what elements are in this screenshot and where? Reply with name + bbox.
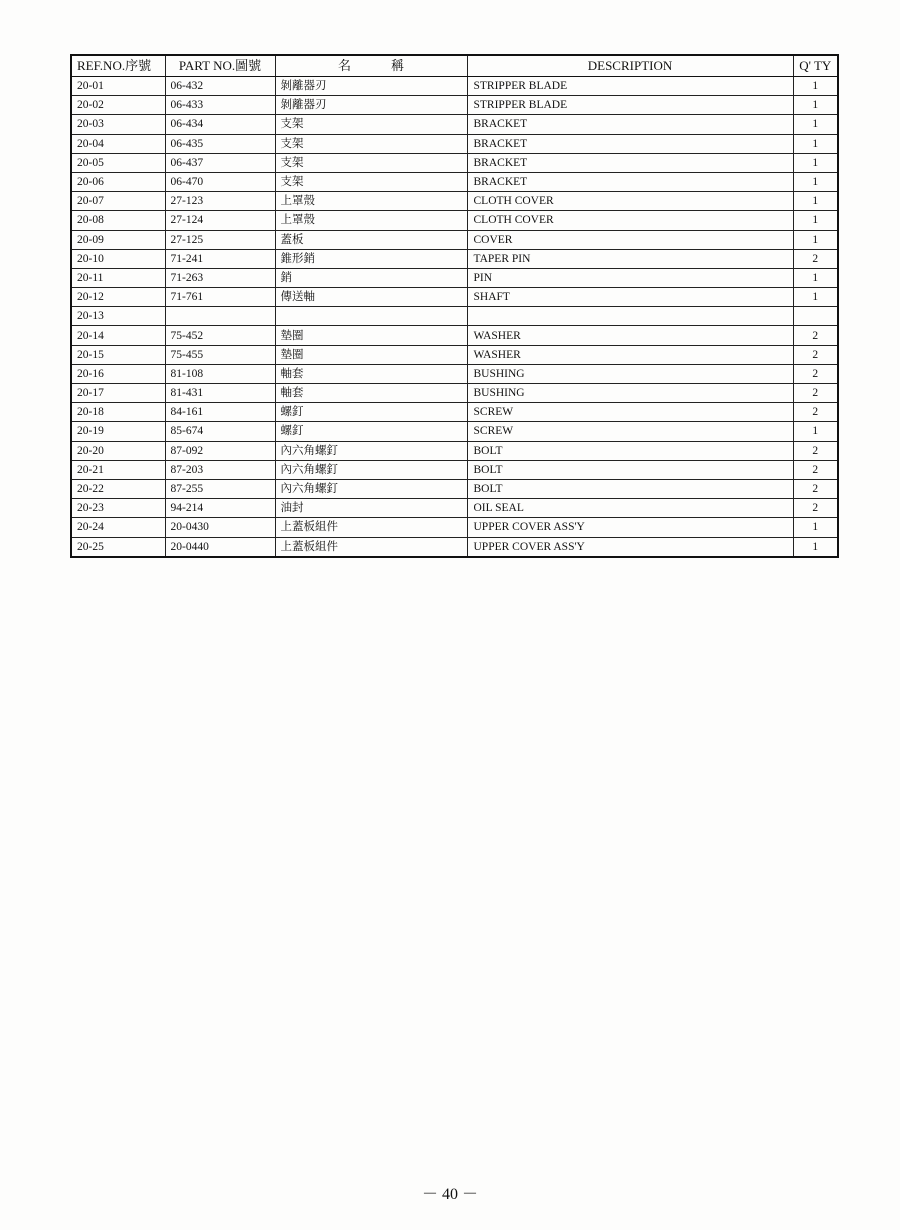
table-row: [71, 192, 838, 211]
name-cell: 內六角螺釘: [275, 479, 467, 498]
ref-no-cell: 20-16: [71, 364, 165, 383]
table-row: [71, 77, 838, 96]
part-no-cell: 06-432: [165, 77, 275, 96]
header-description: DESCRIPTION: [467, 55, 793, 77]
description-cell: UPPER COVER ASS'Y: [467, 518, 793, 537]
description-cell: BOLT: [467, 441, 793, 460]
name-cell: 剝離器刃: [275, 96, 467, 115]
table-row: [71, 307, 838, 326]
quantity-cell: 2: [793, 249, 838, 268]
ref-no-cell: 20-12: [71, 288, 165, 307]
parts-list-table: [70, 54, 839, 558]
quantity-cell: 2: [793, 403, 838, 422]
quantity-cell: 2: [793, 499, 838, 518]
description-cell: BUSHING: [467, 364, 793, 383]
part-no-cell: 27-125: [165, 230, 275, 249]
description-cell: SCREW: [467, 403, 793, 422]
quantity-cell: 1: [793, 288, 838, 307]
quantity-cell: 2: [793, 326, 838, 345]
ref-no-cell: 20-18: [71, 403, 165, 422]
table-row: [71, 115, 838, 134]
table-row: [71, 499, 838, 518]
part-no-cell: [165, 307, 275, 326]
quantity-cell: 1: [793, 77, 838, 96]
table-row: [71, 345, 838, 364]
quantity-cell: 2: [793, 479, 838, 498]
part-no-cell: 87-255: [165, 479, 275, 498]
ref-no-cell: 20-07: [71, 192, 165, 211]
part-no-cell: 75-452: [165, 326, 275, 345]
part-no-cell: 20-0430: [165, 518, 275, 537]
part-no-cell: 06-433: [165, 96, 275, 115]
table-row: [71, 479, 838, 498]
part-no-cell: 06-437: [165, 153, 275, 172]
ref-no-cell: 20-03: [71, 115, 165, 134]
quantity-cell: 1: [793, 230, 838, 249]
quantity-cell: 1: [793, 422, 838, 441]
quantity-cell: 2: [793, 384, 838, 403]
description-cell: SHAFT: [467, 288, 793, 307]
quantity-cell: 1: [793, 115, 838, 134]
name-cell: 支架: [275, 153, 467, 172]
ref-no-cell: 20-09: [71, 230, 165, 249]
table-row: [71, 403, 838, 422]
header-name: 名稱: [275, 55, 467, 77]
part-no-cell: 06-434: [165, 115, 275, 134]
name-cell: 傳送軸: [275, 288, 467, 307]
part-no-cell: 27-124: [165, 211, 275, 230]
table-row: [71, 134, 838, 153]
description-cell: STRIPPER BLADE: [467, 96, 793, 115]
description-cell: SCREW: [467, 422, 793, 441]
table-row: [71, 153, 838, 172]
table-row: [71, 288, 838, 307]
header-part-no: PART NO.圖號: [165, 55, 275, 77]
quantity-cell: 1: [793, 134, 838, 153]
description-cell: TAPER PIN: [467, 249, 793, 268]
part-no-cell: 94-214: [165, 499, 275, 518]
name-cell: 油封: [275, 499, 467, 518]
part-no-cell: 81-108: [165, 364, 275, 383]
part-no-cell: 20-0440: [165, 537, 275, 557]
quantity-cell: 2: [793, 460, 838, 479]
description-cell: BRACKET: [467, 115, 793, 134]
ref-no-cell: 20-19: [71, 422, 165, 441]
name-cell: 支架: [275, 115, 467, 134]
part-no-cell: 06-435: [165, 134, 275, 153]
name-cell: 墊圈: [275, 326, 467, 345]
ref-no-cell: 20-15: [71, 345, 165, 364]
description-cell: WASHER: [467, 345, 793, 364]
header-ref-no: REF.NO.序號: [71, 55, 165, 77]
table-row: [71, 230, 838, 249]
quantity-cell: 1: [793, 268, 838, 287]
description-cell: BRACKET: [467, 134, 793, 153]
table-row: [71, 268, 838, 287]
ref-no-cell: 20-23: [71, 499, 165, 518]
table-row: [71, 518, 838, 537]
ref-no-cell: 20-01: [71, 77, 165, 96]
quantity-cell: 1: [793, 192, 838, 211]
name-cell: 蓋板: [275, 230, 467, 249]
part-no-cell: 71-241: [165, 249, 275, 268]
part-no-cell: 06-470: [165, 172, 275, 191]
ref-no-cell: 20-14: [71, 326, 165, 345]
name-cell: 內六角螺釘: [275, 460, 467, 479]
name-cell: 軸套: [275, 384, 467, 403]
ref-no-cell: 20-11: [71, 268, 165, 287]
ref-no-cell: 20-13: [71, 307, 165, 326]
part-no-cell: 71-761: [165, 288, 275, 307]
table-header-row: [71, 55, 838, 77]
name-cell: [275, 307, 467, 326]
quantity-cell: 1: [793, 96, 838, 115]
description-cell: BRACKET: [467, 172, 793, 191]
table-row: [71, 441, 838, 460]
quantity-cell: 1: [793, 537, 838, 557]
ref-no-cell: 20-22: [71, 479, 165, 498]
part-no-cell: 87-092: [165, 441, 275, 460]
name-cell: 螺釘: [275, 422, 467, 441]
table-row: [71, 211, 838, 230]
quantity-cell: 1: [793, 518, 838, 537]
description-cell: [467, 307, 793, 326]
name-cell: 支架: [275, 134, 467, 153]
ref-no-cell: 20-24: [71, 518, 165, 537]
description-cell: OIL SEAL: [467, 499, 793, 518]
part-no-cell: 27-123: [165, 192, 275, 211]
ref-no-cell: 20-10: [71, 249, 165, 268]
table-row: [71, 172, 838, 191]
description-cell: BUSHING: [467, 384, 793, 403]
quantity-cell: 2: [793, 441, 838, 460]
ref-no-cell: 20-02: [71, 96, 165, 115]
name-cell: 銷: [275, 268, 467, 287]
table-row: [71, 384, 838, 403]
part-no-cell: 75-455: [165, 345, 275, 364]
table-row: [71, 364, 838, 383]
name-cell: 錐形銷: [275, 249, 467, 268]
table-row: [71, 422, 838, 441]
table-row: [71, 326, 838, 345]
ref-no-cell: 20-06: [71, 172, 165, 191]
description-cell: BOLT: [467, 479, 793, 498]
ref-no-cell: 20-21: [71, 460, 165, 479]
part-no-cell: 87-203: [165, 460, 275, 479]
name-cell: 支架: [275, 172, 467, 191]
description-cell: STRIPPER BLADE: [467, 77, 793, 96]
name-cell: 上罩殼: [275, 192, 467, 211]
name-cell: 內六角螺釘: [275, 441, 467, 460]
table-row: [71, 249, 838, 268]
ref-no-cell: 20-25: [71, 537, 165, 557]
description-cell: PIN: [467, 268, 793, 287]
description-cell: COVER: [467, 230, 793, 249]
name-cell: 上蓋板組件: [275, 537, 467, 557]
part-no-cell: 85-674: [165, 422, 275, 441]
description-cell: CLOTH COVER: [467, 211, 793, 230]
part-no-cell: 84-161: [165, 403, 275, 422]
name-cell: 上蓋板組件: [275, 518, 467, 537]
part-no-cell: 71-263: [165, 268, 275, 287]
header-quantity: Q' TY: [793, 55, 838, 77]
name-cell: 墊圈: [275, 345, 467, 364]
name-cell: 上罩殼: [275, 211, 467, 230]
table-row: [71, 96, 838, 115]
part-no-cell: 81-431: [165, 384, 275, 403]
ref-no-cell: 20-08: [71, 211, 165, 230]
quantity-cell: 2: [793, 364, 838, 383]
quantity-cell: 1: [793, 153, 838, 172]
quantity-cell: 1: [793, 172, 838, 191]
name-cell: 軸套: [275, 364, 467, 383]
description-cell: BRACKET: [467, 153, 793, 172]
quantity-cell: 1: [793, 211, 838, 230]
ref-no-cell: 20-17: [71, 384, 165, 403]
page-number: － 40 －: [421, 1186, 478, 1203]
description-cell: BOLT: [467, 460, 793, 479]
name-cell: 剝離器刃: [275, 77, 467, 96]
quantity-cell: [793, 307, 838, 326]
description-cell: UPPER COVER ASS'Y: [467, 537, 793, 557]
table-row: [71, 537, 838, 557]
description-cell: WASHER: [467, 326, 793, 345]
description-cell: CLOTH COVER: [467, 192, 793, 211]
table-row: [71, 460, 838, 479]
name-cell: 螺釘: [275, 403, 467, 422]
ref-no-cell: 20-04: [71, 134, 165, 153]
ref-no-cell: 20-05: [71, 153, 165, 172]
quantity-cell: 2: [793, 345, 838, 364]
ref-no-cell: 20-20: [71, 441, 165, 460]
